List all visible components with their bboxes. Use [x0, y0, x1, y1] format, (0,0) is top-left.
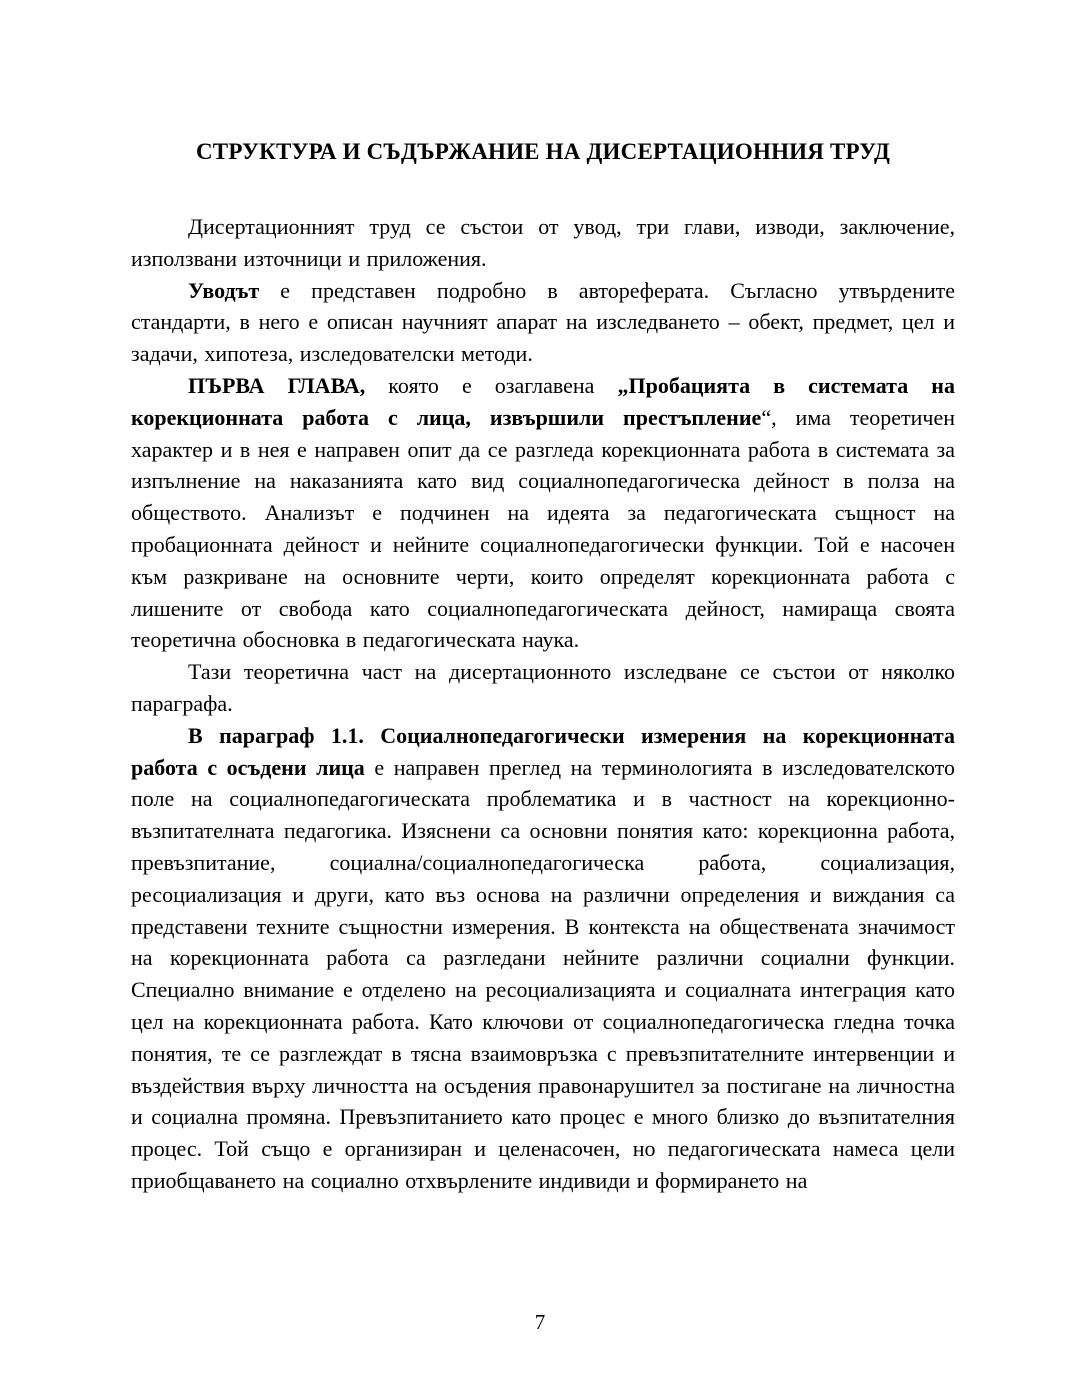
text-run: “, има теоретичен характер и в нея е направен опит да се разгледа корекционната работа в системата за изпълнение на наказанията като вид социалнопедагогическа дейност в полза на обществото. Анализът е подчинен на идеята за педагогическата същност на пробационната дейност и нейните социалнопедагогически функции. Той е насочен към разкриване на основните черти, които определят корекционната работа с лишените от свобода като социалнопедагогическата дейност, намираща своята теоретична обосновка в педагогическата наука. [131, 404, 955, 653]
text-run-bold: Уводът [188, 277, 260, 303]
page-number: 7 [534, 1310, 546, 1334]
paragraph-uvod [131, 275, 955, 370]
text-run-bold: „Пробацията в системата на корекционната работа с лица, извършили престъпление [131, 372, 955, 430]
text-run-bold: ПЪРВА ГЛАВА, [188, 372, 366, 398]
text-run-bold: В параграф 1.1. Социалнопедагогически измерения на корекционната работа с осъдени лица [131, 722, 955, 780]
text-run: е представен подробно в автореферата. Съгласно утвърдените стандарти, в него е описан научният апарат на изследването – обект, предмет, цел и задачи, хипотеза, изследователски методи. [131, 277, 955, 367]
paragraph-section-1-1 [131, 720, 955, 1197]
paragraph-theoretical-part [131, 656, 955, 720]
text-run: Тази теоретична част на дисертационното изследване се състои от няколко параграфа. [131, 659, 955, 716]
page-title: СТРУКТУРА И СЪДЪРЖАНИЕ НА ДИСЕРТАЦИОННИЯ ТРУД [195, 139, 891, 164]
paragraph-chapter-one [131, 370, 955, 656]
paragraph-intro [131, 211, 955, 275]
page-content [131, 137, 955, 1197]
text-run: която е озаглавена [365, 372, 618, 398]
text-run: е направен преглед на терминологията в изследователското поле на социалнопедагогическата проблематика и в частност на корекционно-възпитателната педагогика. Изяснени са основни понятия като: корекционна работа, превъзпитание, социална/социалнопедагогическа работа, социализация, ресоциализация и други, като въз основа на различни определения и виждания са представени техните същностни измерения. В контекста на обществената значимост на корекционната работа са разгледани нейните различни социални функции. Специално внимание е отделено на ресоциализацията и социалната интеграция като цел на корекционната работа. Като ключови от социалнопедагогическа гледна точка понятия, те се разглеждат в тясна взаимовръзка с превъзпитателните интервенции и въздействия върху личността на осъдения правонарушител за постигане на личностна и социална промяна. Превъзпитанието като процес е много близко до възпитателния процес. Той също е организиран и целенасочен, но педагогическата намеса цели приобщаването на социално отхвърлените индивиди и формирането на [131, 754, 955, 1193]
text-run: Дисертационният труд се състои от увод, три глави, изводи, заключение, използвани източници и приложения. [131, 214, 955, 271]
